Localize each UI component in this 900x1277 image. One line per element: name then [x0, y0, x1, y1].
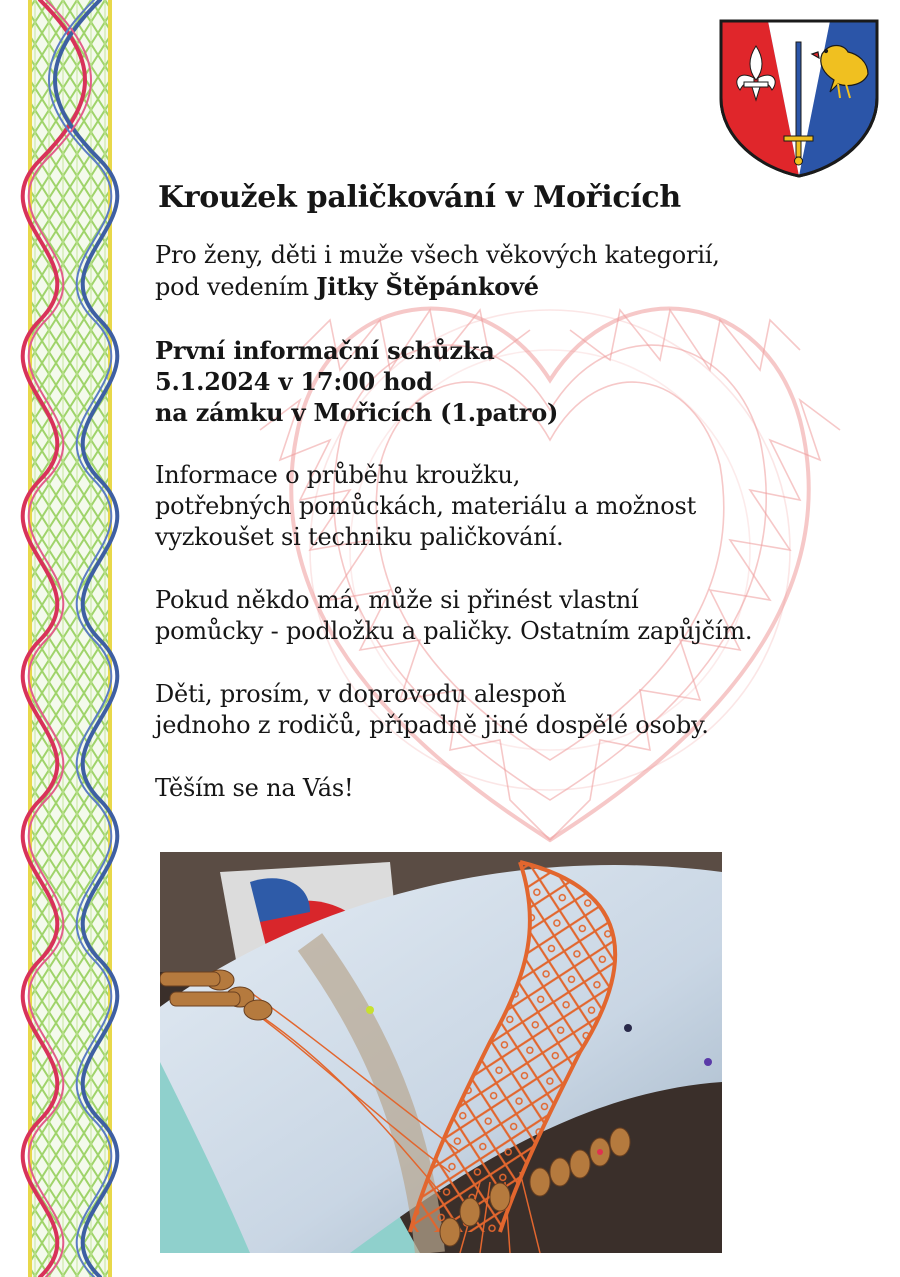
tools-line-2: pomůcky - podložku a paličky. Ostatním zapůjčím.	[155, 617, 753, 645]
flyer-content	[155, 178, 855, 804]
lace-pillow-photo	[160, 852, 722, 1253]
children-line-1: Děti, prosím, v doprovodu alespoň	[155, 680, 567, 708]
intro-line-1: Pro ženy, děti i muže všech věkových kategorií,	[155, 241, 720, 269]
children-paragraph	[155, 679, 855, 741]
intro-paragraph	[155, 240, 855, 303]
info-line-2: potřebných pomůckách, materiálu a možnost	[155, 492, 697, 520]
info-line-3: vyzkoušet si techniku paličkování.	[155, 523, 564, 551]
tools-line-1: Pokud někdo má, může si přinést vlastní	[155, 586, 639, 614]
meeting-location: na zámku v Mořicích (1.patro)	[155, 398, 559, 427]
tools-paragraph	[155, 585, 855, 647]
meeting-heading: První informační schůzka	[155, 336, 495, 365]
info-paragraph	[155, 460, 855, 553]
lace-ribbon-decoration	[0, 0, 120, 1277]
page-title: Kroužek paličkování v Mořicích	[158, 180, 681, 215]
intro-line-2-prefix: pod vedením	[155, 273, 317, 301]
closing-text: Těším se na Vás!	[155, 774, 354, 802]
coat-of-arms-icon	[718, 18, 880, 178]
instructor-name: Jitky Štěpánkové	[316, 272, 539, 301]
children-line-2: jednoho z rodičů, případně jiné dospělé osoby.	[155, 711, 709, 739]
meeting-paragraph	[155, 335, 855, 428]
info-line-1: Informace o průběhu kroužku,	[155, 461, 521, 489]
meeting-datetime: 5.1.2024 v 17:00 hod	[155, 367, 433, 396]
